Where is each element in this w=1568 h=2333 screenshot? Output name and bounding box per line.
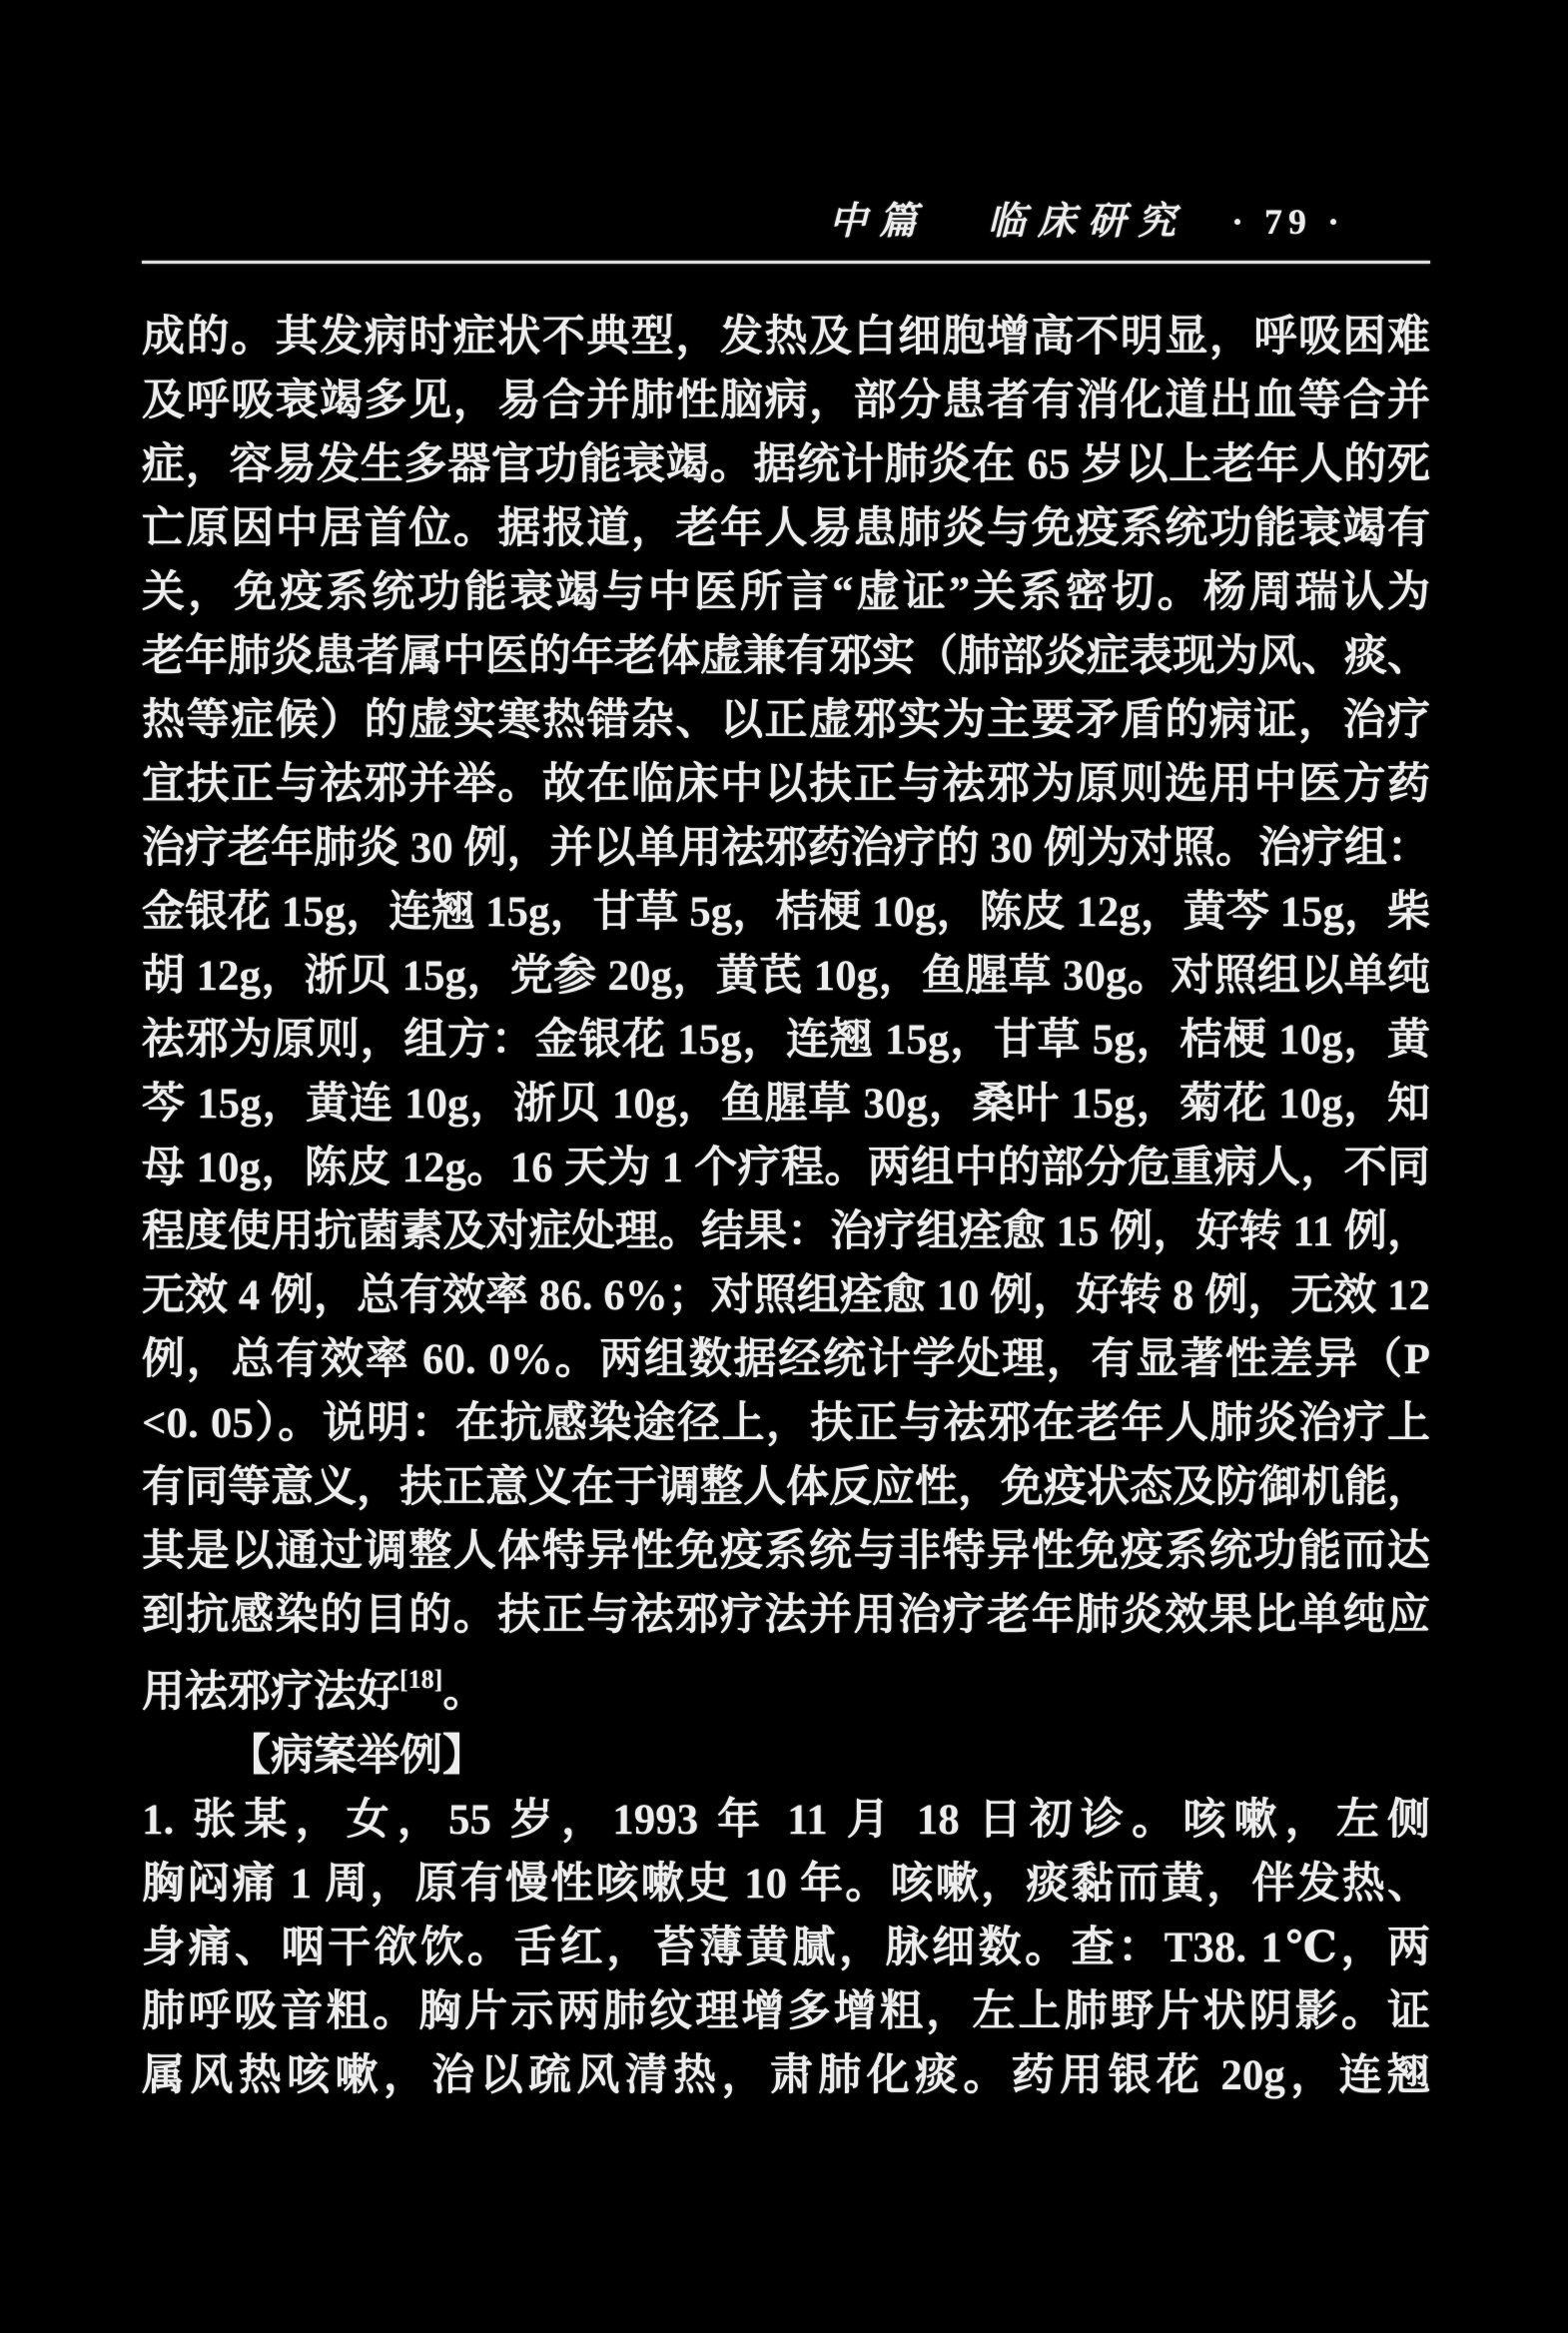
text-line: 肺呼吸音粗。胸片示两肺纹理增多增粗，左上肺野片状阴影。证: [142, 1988, 1430, 2035]
text-line: 胸闷痛 1 周，原有慢性咳嗽史 10 年。咳嗽，痰黏而黄，伴发热、: [142, 1861, 1430, 1908]
section-title: 临床研究: [987, 201, 1187, 243]
text-line: 金银花 15g，连翘 15g，甘草 5g，桔梗 10g，陈皮 12g，黄芩 15g，柴: [142, 889, 1430, 936]
text-line: 身痛、咽干欲饮。舌红，苔薄黄腻，脉细数。查：T38. 1℃，两: [142, 1925, 1430, 1971]
text-line: 祛邪为原则，组方：金银花 15g，连翘 15g，甘草 5g，桔梗 10g，黄: [142, 1017, 1430, 1064]
text-line: 无效 4 例，总有效率 86. 6%；对照组痊愈 10 例，好转 8 例，无效 12: [142, 1272, 1430, 1319]
text-line: <0. 05）。说明：在抗感染途径上，扶正与祛邪在老年人肺炎治疗上: [142, 1400, 1430, 1447]
text-line: 热等症候）的虚实寒热错杂、以正虚邪实为主要矛盾的病证，治疗: [142, 697, 1430, 744]
footnote-line-period: 。: [442, 1669, 486, 1716]
text-line: 关，免疫系统功能衰竭与中医所言“虚证”关系密切。杨周瑞认为: [142, 569, 1430, 616]
section-heading: 【病案举例】: [228, 1733, 485, 1780]
text-line: 芩 15g，黄连 10g，浙贝 10g，鱼腥草 30g，桑叶 15g，菊花 10g，知: [142, 1081, 1430, 1128]
text-line: 有同等意义，扶正意义在于调整人体反应性，免疫状态及防御机能，: [142, 1464, 1430, 1511]
text-line: 例，总有效率 60. 0%。两组数据经统计学处理，有显著性差异（P: [142, 1336, 1430, 1383]
text-line: 及呼吸衰竭多见，易合并肺性脑病，部分患者有消化道出血等合并: [142, 378, 1430, 424]
text-line: 亡原因中居首位。据报道，老年人易患肺炎与免疫系统功能衰竭有: [142, 505, 1430, 552]
text-line: 宜扶正与祛邪并举。故在临床中以扶正与祛邪为原则选用中医方药: [142, 761, 1430, 808]
text-line: 母 10g，陈皮 12g。16 天为 1 个疗程。两组中的部分危重病人，不同: [142, 1145, 1430, 1191]
running-header: [142, 0, 1430, 245]
case-paragraph: [142, 1789, 1430, 2108]
continued-paragraph: [142, 306, 1430, 1648]
text-line: 到抗感染的目的。扶正与祛邪疗法并用治疗老年肺炎效果比单纯应: [142, 1592, 1430, 1639]
page-number: · 79 ·: [1230, 202, 1345, 242]
footnote-line: [142, 1648, 1430, 1725]
text-line: 其是以通过调整人体特异性免疫系统与非特异性免疫系统功能而达: [142, 1528, 1430, 1575]
footnote-reference: [18]: [399, 1665, 443, 1694]
part-title: 中篇: [828, 201, 929, 243]
header-rule: [142, 261, 1430, 264]
footnote-line-text: 用祛邪疗法好: [142, 1669, 399, 1716]
text-line: 症，容易发生多器官功能衰竭。据统计肺炎在 65 岁以上老年人的死: [142, 441, 1430, 488]
text-line: 属风热咳嗽，治以疏风清热，肃肺化痰。药用银花 20g，连翘: [142, 2052, 1430, 2099]
text-line: 老年肺炎患者属中医的年老体虚兼有邪实（肺部炎症表现为风、痰、: [142, 633, 1430, 680]
text-line: 治疗老年肺炎 30 例，并以单用祛邪药治疗的 30 例为对照。治疗组：: [142, 825, 1430, 872]
text-line: 程度使用抗菌素及对症处理。结果：治疗组痊愈 15 例，好转 11 例，: [142, 1208, 1430, 1255]
text-line: 成的。其发病时症状不典型，发热及白细胞增高不明显，呼吸困难: [142, 314, 1430, 361]
body-text: [142, 306, 1430, 2108]
text-line: 1. 张某，女，55 岁，1993 年 11 月 18 日初诊。咳嗽，左侧: [142, 1797, 1430, 1844]
text-line: 胡 12g，浙贝 15g，党参 20g，黄芪 10g，鱼腥草 30g。对照组以单纯: [142, 953, 1430, 1000]
